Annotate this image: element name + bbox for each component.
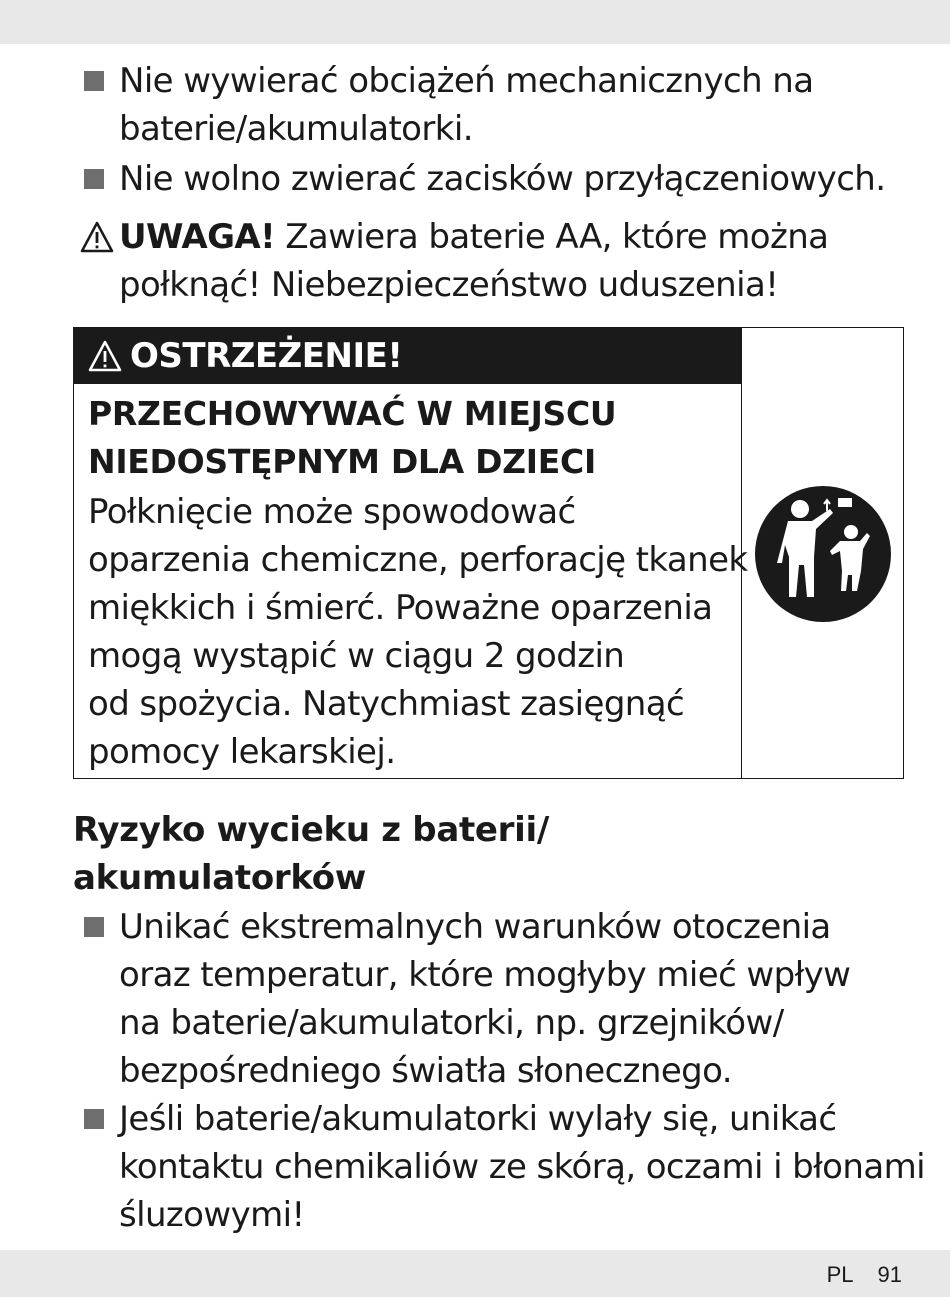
bullet-line: Nie wolno zwierać zacisków przyłączeniowych. [119, 159, 886, 199]
warning-box-body-line: mogą wystąpić w ciągu 2 godzin [88, 636, 625, 676]
page-footer [827, 1262, 902, 1288]
bullet-item [80, 903, 940, 1095]
warning-box-body-line: Połknięcie może spowodować [88, 492, 576, 532]
caution-text: Zawiera baterie AA, które można [275, 217, 829, 257]
warning-box-title-line: NIEDOSTĘPNYM DLA DZIECI [88, 442, 596, 481]
warning-box-title-line: PRZECHOWYWAĆ W MIEJSCU [88, 394, 617, 433]
bullet-line: na baterie/akumulatorki, np. grzejników/ [119, 1003, 784, 1043]
warning-box-body [88, 488, 748, 776]
bullet-line: Unikać ekstremalnych warunków otoczenia [119, 907, 831, 947]
bullet-line: bezpośredniego światła słonecznego. [119, 1051, 732, 1091]
bullet-square-icon [84, 169, 104, 189]
warning-box-body-line: oparzenia chemiczne, perforację tkanek [88, 540, 748, 580]
caution-text-line2: połknąć! Niebezpieczeństwo uduszenia! [119, 265, 779, 305]
warning-box-body-line: pomocy lekarskiej. [88, 732, 396, 772]
section-heading-line: akumulatorków [73, 858, 366, 898]
warning-box-header-label: OSTRZEŻENIE! [130, 336, 403, 376]
keep-away-from-children-icon [754, 485, 892, 623]
bullet-item [80, 57, 940, 153]
warning-box-body-line: od spożycia. Natychmiast zasięgnąć [88, 684, 685, 724]
bullet-square-icon [84, 917, 104, 937]
page-number: 91 [877, 1262, 902, 1287]
warning-box-header [74, 328, 741, 384]
bullet-item [80, 155, 940, 203]
bullet-line: śluzowymi! [119, 1195, 305, 1235]
warning-triangle-icon [88, 340, 122, 372]
caution-label: UWAGA! [119, 217, 276, 257]
section-heading-line: Ryzyko wycieku z baterii/ [73, 810, 549, 850]
bullet-item [80, 1095, 940, 1239]
bottom-band [0, 1250, 950, 1297]
warning-box-body-line: miękkich i śmierć. Poważne oparzenia [88, 588, 713, 628]
bullet-line: oraz temperatur, które mogłyby mieć wpływ [119, 955, 851, 995]
top-band [0, 0, 950, 44]
section-heading [73, 806, 873, 902]
warning-triangle-icon [80, 221, 114, 253]
bullet-square-icon [84, 71, 104, 91]
caution-note [80, 213, 940, 309]
footer-language: PL [826, 1262, 854, 1287]
bullet-line: Jeśli baterie/akumulatorki wylały się, unikać [119, 1099, 837, 1139]
bullet-line: kontaktu chemikaliów ze skórą, oczami i błonami [119, 1147, 925, 1187]
bullet-square-icon [84, 1109, 104, 1129]
bullet-line: Nie wywierać obciążeń mechanicznych na [119, 61, 814, 101]
warning-box-title [88, 390, 728, 486]
warning-box [73, 327, 904, 779]
bullet-line: baterie/akumulatorki. [119, 109, 473, 149]
